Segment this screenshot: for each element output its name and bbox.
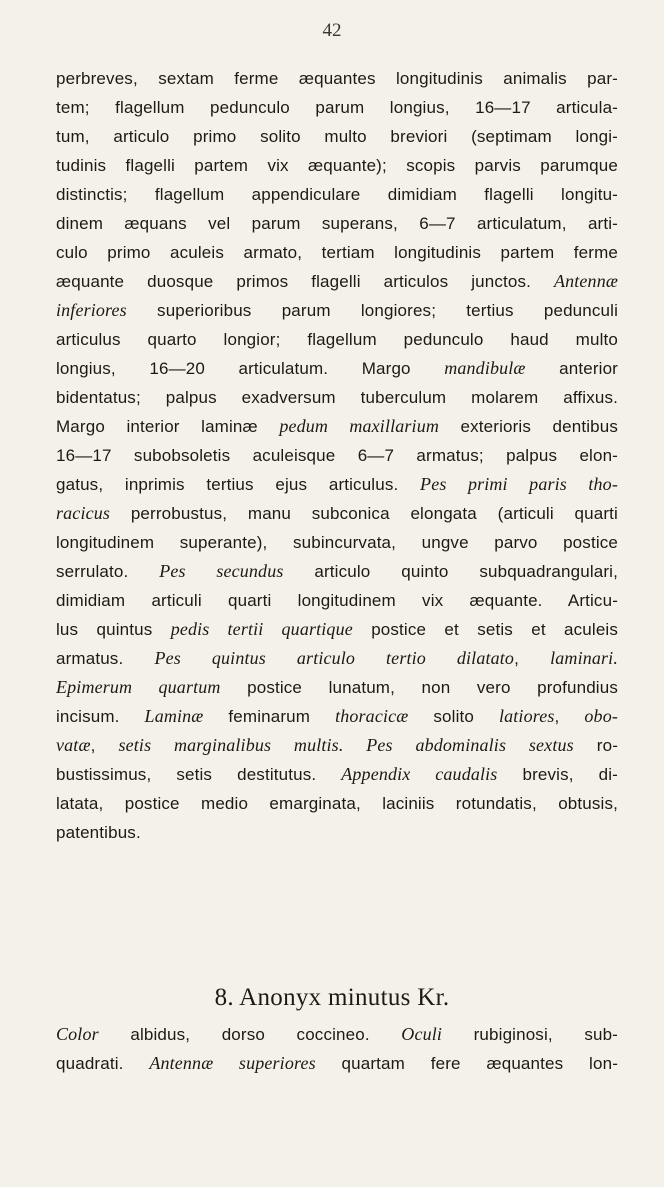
text-run: ,	[90, 736, 119, 755]
text-run: tudinis flagelli partem vix æquante); scopis parvis parumque	[56, 156, 618, 175]
text-line	[56, 528, 618, 557]
text-line	[56, 93, 618, 122]
text-line	[56, 180, 618, 209]
text-line	[56, 64, 618, 93]
text-line	[56, 586, 618, 615]
text-run: culo primo aculeis armato, tertiam longitudinis partem ferme	[56, 243, 618, 262]
text-run: ,	[554, 707, 585, 726]
text-line	[56, 1049, 618, 1078]
text-run: gatus, inprimis tertius ejus articulus.	[56, 475, 421, 494]
text-run: distinctis; flagellum appendiculare dimidiam flagelli longitu-	[56, 185, 618, 204]
text-run: brevis, di-	[497, 765, 618, 784]
italic-term: laminari.	[550, 648, 618, 668]
text-line	[56, 296, 618, 325]
italic-term: Color	[56, 1024, 99, 1044]
text-line	[56, 412, 618, 441]
text-line	[56, 238, 618, 267]
text-run: feminarum	[203, 707, 336, 726]
text-run: 16—17 subobsoletis aculeisque 6—7 armatus; palpus elon-	[56, 446, 618, 465]
text-run: tem; flagellum pedunculo parum longius, 16—17 articula-	[56, 98, 618, 117]
italic-term: setis marginalibus multis. Pes abdominalis sextus	[118, 735, 574, 755]
italic-term: pedis tertii quartique	[170, 619, 353, 639]
text-run: rubiginosi, sub-	[442, 1025, 618, 1044]
text-run: perbreves, sextam ferme æquantes longitudinis animalis par-	[56, 69, 618, 88]
text-line	[56, 354, 618, 383]
text-run: quadrati.	[56, 1054, 150, 1073]
text-run: bidentatus; palpus exadversum tuberculum molarem affixus.	[56, 388, 618, 407]
text-line	[56, 818, 618, 847]
text-line	[56, 209, 618, 238]
italic-term: mandibulæ	[444, 358, 526, 378]
text-line	[56, 702, 618, 731]
text-run: superioribus parum longiores; tertius pedunculi	[126, 301, 618, 320]
text-run: anterior	[525, 359, 618, 378]
text-line	[56, 557, 618, 586]
text-run: articulus quarto longior; flagellum pedunculo haud multo	[56, 330, 618, 349]
text-line	[56, 383, 618, 412]
italic-term: Oculi	[401, 1024, 443, 1044]
italic-term: vatæ	[56, 735, 91, 755]
text-run: articulo quinto subquadrangulari,	[283, 562, 618, 581]
text-run: serrulato.	[56, 562, 160, 581]
text-line	[56, 499, 618, 528]
text-line	[56, 325, 618, 354]
text-run: postice lunatum, non vero profundius	[220, 678, 618, 697]
italic-term: Antennæ superiores	[149, 1053, 316, 1073]
text-line	[56, 615, 618, 644]
paragraph-species-description	[56, 1020, 618, 1078]
italic-term: Appendix caudalis	[341, 764, 498, 784]
text-line	[56, 673, 618, 702]
text-run: postice et setis et aculeis	[352, 620, 618, 639]
text-run: latata, postice medio emarginata, laciniis rotundatis, obtusis,	[56, 794, 618, 813]
text-run: ,	[514, 649, 551, 668]
text-line	[56, 760, 618, 789]
text-run: perrobustus, manu subconica elongata (articuli quarti	[110, 504, 618, 523]
text-run: incisum.	[56, 707, 145, 726]
text-line	[56, 470, 618, 499]
text-line	[56, 122, 618, 151]
text-line	[56, 267, 618, 296]
text-run: albidus, dorso coccineo.	[98, 1025, 402, 1044]
section-heading: 8. Anonyx minutus Kr.	[214, 984, 450, 1011]
italic-term: Pes primi paris tho-	[420, 474, 618, 494]
text-run: longius, 16—20 articulatum. Margo	[56, 359, 445, 378]
italic-term: thoracicæ	[335, 706, 409, 726]
italic-term: Laminæ	[144, 706, 204, 726]
italic-term: Pes quintus articulo tertio dilatato	[154, 648, 515, 668]
text-line	[56, 151, 618, 180]
paragraph-description	[56, 64, 618, 847]
text-line	[56, 644, 618, 673]
italic-term: Pes secundus	[159, 561, 284, 581]
text-run: Margo interior laminæ	[56, 417, 280, 436]
italic-term: racicus	[56, 503, 111, 523]
text-run: dimidiam articuli quarti longitudinem vix æquante. Articu-	[56, 591, 618, 610]
text-line	[56, 789, 618, 818]
italic-term: latiores	[498, 706, 555, 726]
italic-term: Antennæ	[553, 271, 618, 291]
text-run: exterioris dentibus	[439, 417, 618, 436]
page-number: 42	[322, 20, 342, 41]
text-run: solito	[408, 707, 499, 726]
italic-term: Epimerum quartum	[56, 677, 221, 697]
text-run: æquante duosque primos flagelli articulos junctos.	[56, 272, 554, 291]
text-run: quartam fere æquantes lon-	[315, 1054, 618, 1073]
italic-term: inferiores	[56, 300, 127, 320]
text-run: ro-	[573, 736, 618, 755]
text-run: lus quintus	[56, 620, 171, 639]
italic-term: obo-	[584, 706, 618, 726]
text-run: patentibus.	[56, 823, 141, 842]
italic-term: pedum maxillarium	[279, 416, 439, 436]
text-run: longitudinem superante), subincurvata, ungve parvo postice	[56, 533, 618, 552]
text-run: armatus.	[56, 649, 155, 668]
text-line	[56, 1020, 618, 1049]
text-line	[56, 731, 618, 760]
text-run: bustissimus, setis destitutus.	[56, 765, 342, 784]
text-run: tum, articulo primo solito multo breviori (septimam longi-	[56, 127, 618, 146]
text-run: dinem æquans vel parum superans, 6—7 articulatum, arti-	[56, 214, 618, 233]
text-line	[56, 441, 618, 470]
